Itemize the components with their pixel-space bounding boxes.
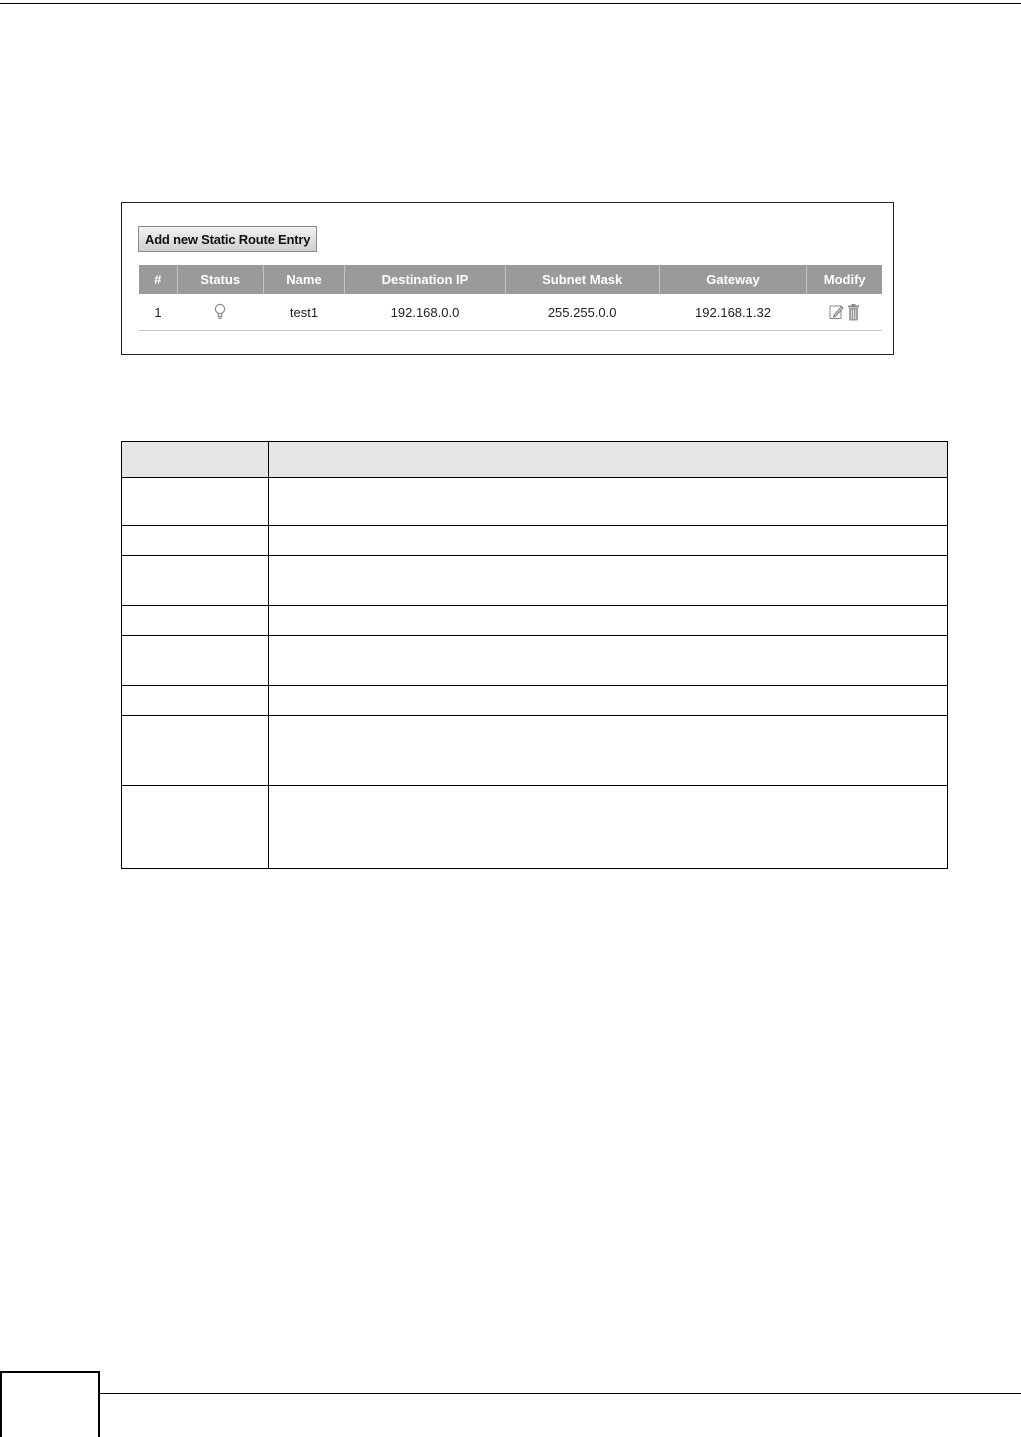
- row-status: [177, 294, 263, 331]
- desc-header-description: [269, 442, 948, 478]
- column-header-subnet-mask: Subnet Mask: [505, 265, 659, 294]
- desc-row: [122, 526, 948, 556]
- column-header-destination-ip: Destination IP: [345, 265, 506, 294]
- bulb-icon: [214, 303, 226, 321]
- row-modify: [807, 294, 882, 331]
- static-route-screenshot: [121, 202, 894, 355]
- column-header-gateway: Gateway: [659, 265, 807, 294]
- row-index: 1: [139, 294, 177, 331]
- row-gateway: 192.168.1.32: [659, 294, 807, 331]
- desc-row: [122, 786, 948, 869]
- desc-header-label: [122, 442, 269, 478]
- field-description-table: [121, 441, 948, 869]
- column-header-name: Name: [263, 265, 344, 294]
- footer-rule: [100, 1393, 1021, 1394]
- column-header-modify: Modify: [807, 265, 882, 294]
- table-row: [139, 294, 882, 331]
- desc-row: [122, 478, 948, 526]
- edit-icon[interactable]: [829, 304, 844, 320]
- desc-header-row: [122, 442, 948, 478]
- column-header-index: #: [139, 265, 177, 294]
- trash-icon[interactable]: [847, 304, 860, 321]
- static-route-table: [139, 265, 882, 331]
- page-number-box: [0, 1371, 100, 1437]
- desc-row: [122, 686, 948, 716]
- column-header-status: Status: [177, 265, 263, 294]
- row-name: test1: [263, 294, 344, 331]
- desc-row: [122, 556, 948, 606]
- row-destination-ip: 192.168.0.0: [345, 294, 506, 331]
- desc-row: [122, 606, 948, 636]
- row-subnet-mask: 255.255.0.0: [505, 294, 659, 331]
- desc-row: [122, 636, 948, 686]
- add-static-route-button[interactable]: Add new Static Route Entry: [138, 226, 317, 252]
- header-rule: [0, 3, 1021, 4]
- desc-row: [122, 716, 948, 786]
- table-header-row: [139, 265, 882, 294]
